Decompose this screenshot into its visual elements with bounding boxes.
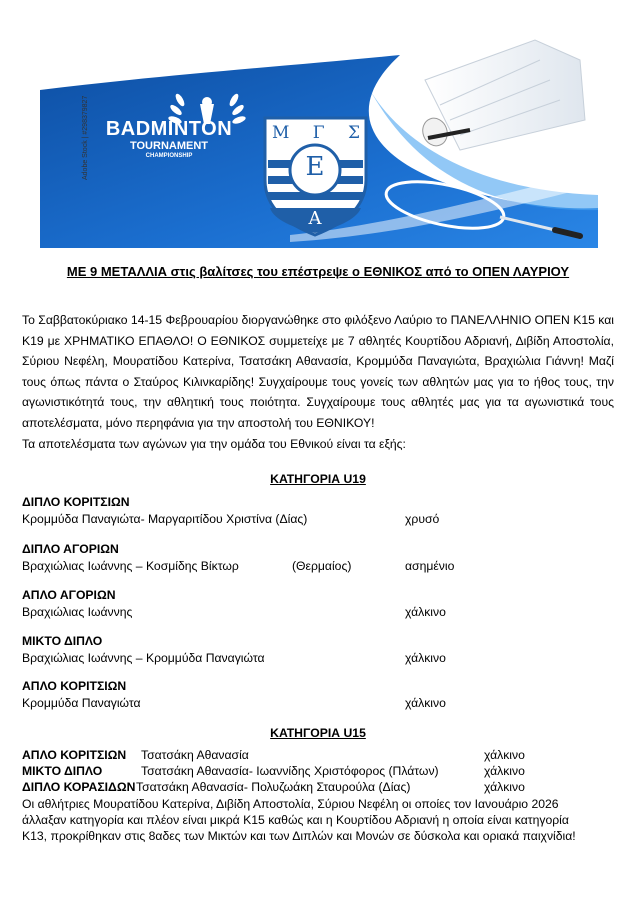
banner — [40, 20, 598, 248]
u19-cat-2: ΔΙΠΛΟ ΑΓΟΡΙΩΝ — [22, 542, 119, 556]
shield-letters-top: Μ Γ Σ — [272, 123, 360, 143]
u15-names-3: Τσατσάκη Αθανασία- Πολυζωάκη Σταυρούλα (Δίας) — [136, 780, 411, 794]
u19-names-3: Βραχιώλιας Ιωάννης — [22, 605, 133, 619]
u19-medal-3: χάλκινο — [405, 605, 446, 619]
u19-cat-1: ΔΙΠΛΟ ΚΟΡΙΤΣΙΩΝ — [22, 495, 130, 509]
u19-medal-4: χάλκινο — [405, 651, 446, 665]
closing-line-1: Οι αθλήτριες Μουρατίδου Κατερίνα, Διβίδη Αποστολία, Σύριου Νεφέλη οι οποίες τον Ιανουάριο 2026 — [22, 797, 559, 811]
intro-text: Το Σαββατοκύριακο 14-15 Φεβρουαρίου διοργανώθηκε στο φιλόξενο Λαύριο το ΠΑΝΕΛΛΗΝΙΟ ΟΠΕΝ Κ15 και Κ19 με ΧΡΗΜΑΤΙΚΟ ΕΠΑΘΛΟ! Ο ΕΘΝΙΚΟΣ συμμετείχε με 7 αθλητές Κουρτίδου Αδριανή, Διβίδη Αποστολία, Σύριου Νεφέλη, Μουρατίδου Κατερίνα, Τσατσάκη Αθανασία, Κρομμύδα Παναγιώτα, Βραχιώλια Γιάννη! Μαζί τους όπως πάντα ο Σταύρος Κιλινκαρίδης! Συγχαίρουμε τους γονείς των αθλητών μας για το ήθος τους, την αγωνιστικότητά τους, την αθλητική τους ποιότητα. Συγχαίρουμε τους αθλητές μας για τα αγωνιστικά τους αποτελέσματα, μόνο περηφάνια για την αποστολή του ΕΘΝΙΚΟΥ! — [22, 313, 614, 430]
shield-letter-bottom: Α — [308, 208, 322, 229]
stock-credit: Adobe Stock | #298379827 — [82, 95, 89, 180]
u15-names-1: Τσατσάκη Αθανασία — [141, 748, 249, 762]
u15-medal-3: χάλκινο — [484, 780, 525, 794]
closing-line-2: άλλαξαν κατηγορία και πλέον είναι μικρά Κ15 καθώς και η Κουρτίδου Αδριανή η οποία είναι κατηγορία — [22, 813, 569, 827]
u19-names-1: Κρομμύδα Παναγιώτα- Μαργαριτίδου Χριστίνα (Δίας) — [22, 512, 308, 526]
u19-medal-5: χάλκινο — [405, 696, 446, 710]
shield-letter-center: Ε — [305, 152, 325, 182]
banner-subtitle: TOURNAMENT — [129, 140, 208, 152]
u19-medal-2: ασημένιο — [405, 559, 455, 573]
u19-club-2: (Θερμαίος) — [292, 559, 352, 573]
u19-medal-1: χρυσό — [405, 512, 440, 526]
u15-title: ΚΑΤΗΓΟΡΙΑ U15 — [270, 726, 366, 740]
u19-names-4: Βραχιώλιας Ιωάννης – Κρομμύδα Παναγιώτα — [22, 651, 265, 665]
u15-cat-2: ΜΙΚΤΟ ΔΙΠΛΟ — [22, 764, 103, 778]
u19-title: ΚΑΤΗΓΟΡΙΑ U19 — [270, 472, 366, 486]
u15-medal-2: χάλκινο — [484, 764, 525, 778]
closing-line-3: Κ13, προκρίθηκαν στις 8αδες των Μικτών και των Διπλών και Μονών σε δύσκολα και οριακά παιχνίδια! — [22, 829, 576, 843]
u19-cat-4: ΜΙΚΤΟ ΔΙΠΛΟ — [22, 634, 103, 648]
u19-names-2: Βραχιώλιας Ιωάννης – Κοσμίδης Βίκτωρ — [22, 559, 239, 573]
u19-names-5: Κρομμύδα Παναγιώτα — [22, 696, 141, 710]
u19-cat-5: ΑΠΛΟ ΚΟΡΙΤΣΙΩΝ — [22, 679, 127, 693]
u15-cat-1: ΑΠΛΟ ΚΟΡΙΤΣΙΩΝ — [22, 748, 127, 762]
intro-last-line: Τα αποτελέσματα των αγώνων για την ομάδα του Εθνικού είναι τα εξής: — [22, 436, 406, 451]
banner-title: BADMINTON — [105, 118, 233, 140]
shuttlecock-icon — [419, 40, 585, 150]
banner-subtitle-2: CHAMPIONSHIP — [145, 153, 193, 159]
u15-medal-1: χάλκινο — [484, 748, 525, 762]
intro-paragraph — [22, 310, 614, 454]
u15-names-2: Τσατσάκη Αθανασία- Ιωαννίδης Χριστόφορος (Πλάτων) — [141, 764, 439, 778]
u19-cat-3: ΑΠΛΟ ΑΓΟΡΙΩΝ — [22, 588, 116, 602]
headline: ΜΕ 9 ΜΕΤΑΛΛΙΑ στις βαλίτσες του επέστρεψε ο ΕΘΝΙΚΟΣ από το ΟΠΕΝ ΛΑΥΡΙΟΥ — [66, 264, 570, 279]
u15-cat-3: ΔΙΠΛΟ ΚΟΡΑΣΙΔΩΝ — [22, 780, 136, 794]
